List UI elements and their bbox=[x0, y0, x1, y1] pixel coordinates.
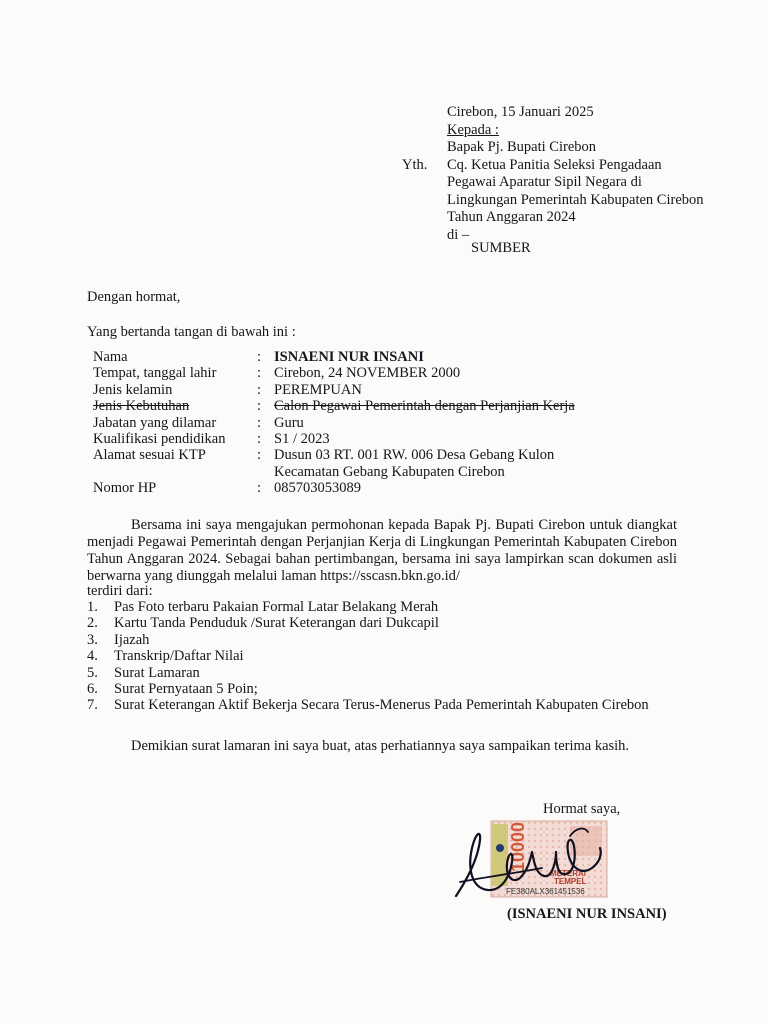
identity-value: Kecamatan Gebang Kabupaten Cirebon bbox=[274, 463, 505, 480]
identity-colon: : bbox=[257, 447, 262, 464]
stamp-amount: 10000 bbox=[508, 821, 528, 872]
list-item-text: Surat Pernyataan 5 Poin; bbox=[114, 681, 258, 698]
identity-value: 085703053089 bbox=[274, 480, 361, 497]
list-item-number: 7. bbox=[87, 697, 98, 714]
kepada-label: Kepada : bbox=[447, 121, 499, 138]
identity-label: Jenis kelamin bbox=[93, 381, 173, 398]
list-item-text: Transkrip/Daftar Nilai bbox=[114, 648, 244, 665]
identity-colon: : bbox=[257, 480, 262, 497]
list-item-number: 5. bbox=[87, 664, 98, 681]
list-item bbox=[87, 697, 649, 713]
place-date: Cirebon, 15 Januari 2025 bbox=[447, 104, 594, 120]
identity-value: Guru bbox=[274, 414, 304, 431]
identity-table bbox=[93, 349, 575, 497]
recipient-line-3: Pegawai Aparatur Sipil Negara di bbox=[447, 174, 642, 190]
list-item-text: Surat Keterangan Aktif Bekerja Secara Terus-Menerus Pada Pemerintah Kabupaten Cirebon bbox=[114, 697, 649, 714]
identity-label: Kualifikasi pendidikan bbox=[93, 431, 226, 448]
identity-label: Tempat, tanggal lahir bbox=[93, 365, 217, 382]
identity-colon: : bbox=[257, 431, 262, 448]
stamp-label-1: METERAI bbox=[550, 869, 586, 878]
identity-label: Alamat sesuai KTP bbox=[93, 447, 206, 464]
list-item bbox=[87, 648, 649, 664]
list-item bbox=[87, 599, 649, 615]
list-item-text: Ijazah bbox=[114, 631, 150, 648]
recipient-line-1: Bapak Pj. Bupati Cirebon bbox=[447, 139, 597, 155]
identity-row bbox=[93, 349, 575, 365]
regards: Hormat saya, bbox=[543, 801, 621, 817]
list-item-text: Surat Lamaran bbox=[114, 664, 200, 681]
attachment-list bbox=[87, 599, 649, 714]
identity-label: Jabatan yang dilamar bbox=[93, 414, 217, 431]
stamp-serial: FE380ALX361451536 bbox=[506, 887, 585, 896]
list-item-text: Pas Foto terbaru Pakaian Formal Latar Belakang Merah bbox=[114, 599, 439, 615]
identity-row bbox=[93, 480, 575, 496]
identity-value: PEREMPUAN bbox=[274, 381, 362, 398]
recipient-line-2: Cq. Ketua Panitia Seleksi Pengadaan bbox=[447, 156, 662, 173]
identity-row bbox=[93, 447, 575, 463]
identity-value: Calon Pegawai Pemerintah dengan Perjanjian Kerja bbox=[274, 398, 575, 415]
identity-colon: : bbox=[257, 414, 262, 431]
signer-name: (ISNAENI NUR INSANI) bbox=[507, 906, 667, 922]
list-item bbox=[87, 681, 649, 697]
destination: SUMBER bbox=[471, 240, 531, 256]
intro-line: Yang bertanda tangan di bawah ini : bbox=[87, 324, 296, 340]
identity-value: S1 / 2023 bbox=[274, 431, 330, 448]
identity-label bbox=[93, 464, 257, 480]
recipient-block bbox=[447, 104, 704, 244]
identity-label: Jenis Kebutuhan bbox=[93, 398, 190, 415]
identity-label: Nama bbox=[93, 349, 128, 365]
list-item-number: 6. bbox=[87, 681, 98, 698]
identity-row bbox=[93, 415, 575, 431]
identity-colon: : bbox=[257, 381, 262, 398]
body-paragraph-block bbox=[87, 517, 677, 585]
identity-value: Cirebon, 24 NOVEMBER 2000 bbox=[274, 365, 461, 382]
identity-colon: : bbox=[257, 349, 262, 365]
closing-sentence: Demikian surat lamaran ini saya buat, atas perhatiannya saya sampaikan terima kasih. bbox=[131, 738, 630, 754]
list-item bbox=[87, 615, 649, 631]
recipient-line-4: Lingkungan Pemerintah Kabupaten Cirebon bbox=[447, 191, 704, 208]
list-item-number: 2. bbox=[87, 615, 98, 632]
identity-colon bbox=[257, 464, 274, 480]
identity-colon: : bbox=[257, 398, 262, 415]
identity-value: Dusun 03 RT. 001 RW. 006 Desa Gebang Kulon bbox=[274, 447, 555, 464]
greeting: Dengan hormat, bbox=[87, 289, 181, 305]
list-item bbox=[87, 632, 649, 648]
identity-row bbox=[93, 431, 575, 447]
recipient-line-5: Tahun Anggaran 2024 bbox=[447, 209, 576, 225]
list-item-number: 1. bbox=[87, 599, 98, 615]
identity-row bbox=[93, 365, 575, 381]
stamp-label-2: TEMPEL bbox=[554, 877, 587, 886]
list-item-number: 4. bbox=[87, 648, 98, 665]
identity-row bbox=[93, 382, 575, 398]
list-item-number: 3. bbox=[87, 631, 98, 648]
terdiri-label: terdiri dari: bbox=[87, 583, 153, 599]
identity-colon: : bbox=[257, 365, 262, 382]
list-item-text: Kartu Tanda Penduduk /Surat Keterangan dari Dukcapil bbox=[114, 615, 439, 632]
di-label: di – bbox=[447, 226, 470, 243]
identity-label: Nomor HP bbox=[93, 480, 157, 497]
identity-row bbox=[93, 464, 575, 480]
yth-label: Yth. bbox=[402, 157, 428, 173]
identity-value: ISNAENI NUR INSANI bbox=[274, 349, 424, 365]
list-item bbox=[87, 665, 649, 681]
identity-row bbox=[93, 398, 575, 414]
body-paragraph: Bersama ini saya mengajukan permohonan kepada Bapak Pj. Bupati Cirebon untuk diangkat menjadi Pegawai Pemerintah dengan Perjanjian Kerja di Lingkungan Pemerintah Kabupaten Cirebon Tahun Anggaran 2024. Sebagai bahan pertimbangan, bersama ini saya lampirkan scan dokumen asli berwarna yang diunggah melalui laman https://sscasn.bkn.go.id/ bbox=[87, 517, 677, 584]
signature bbox=[450, 818, 620, 908]
